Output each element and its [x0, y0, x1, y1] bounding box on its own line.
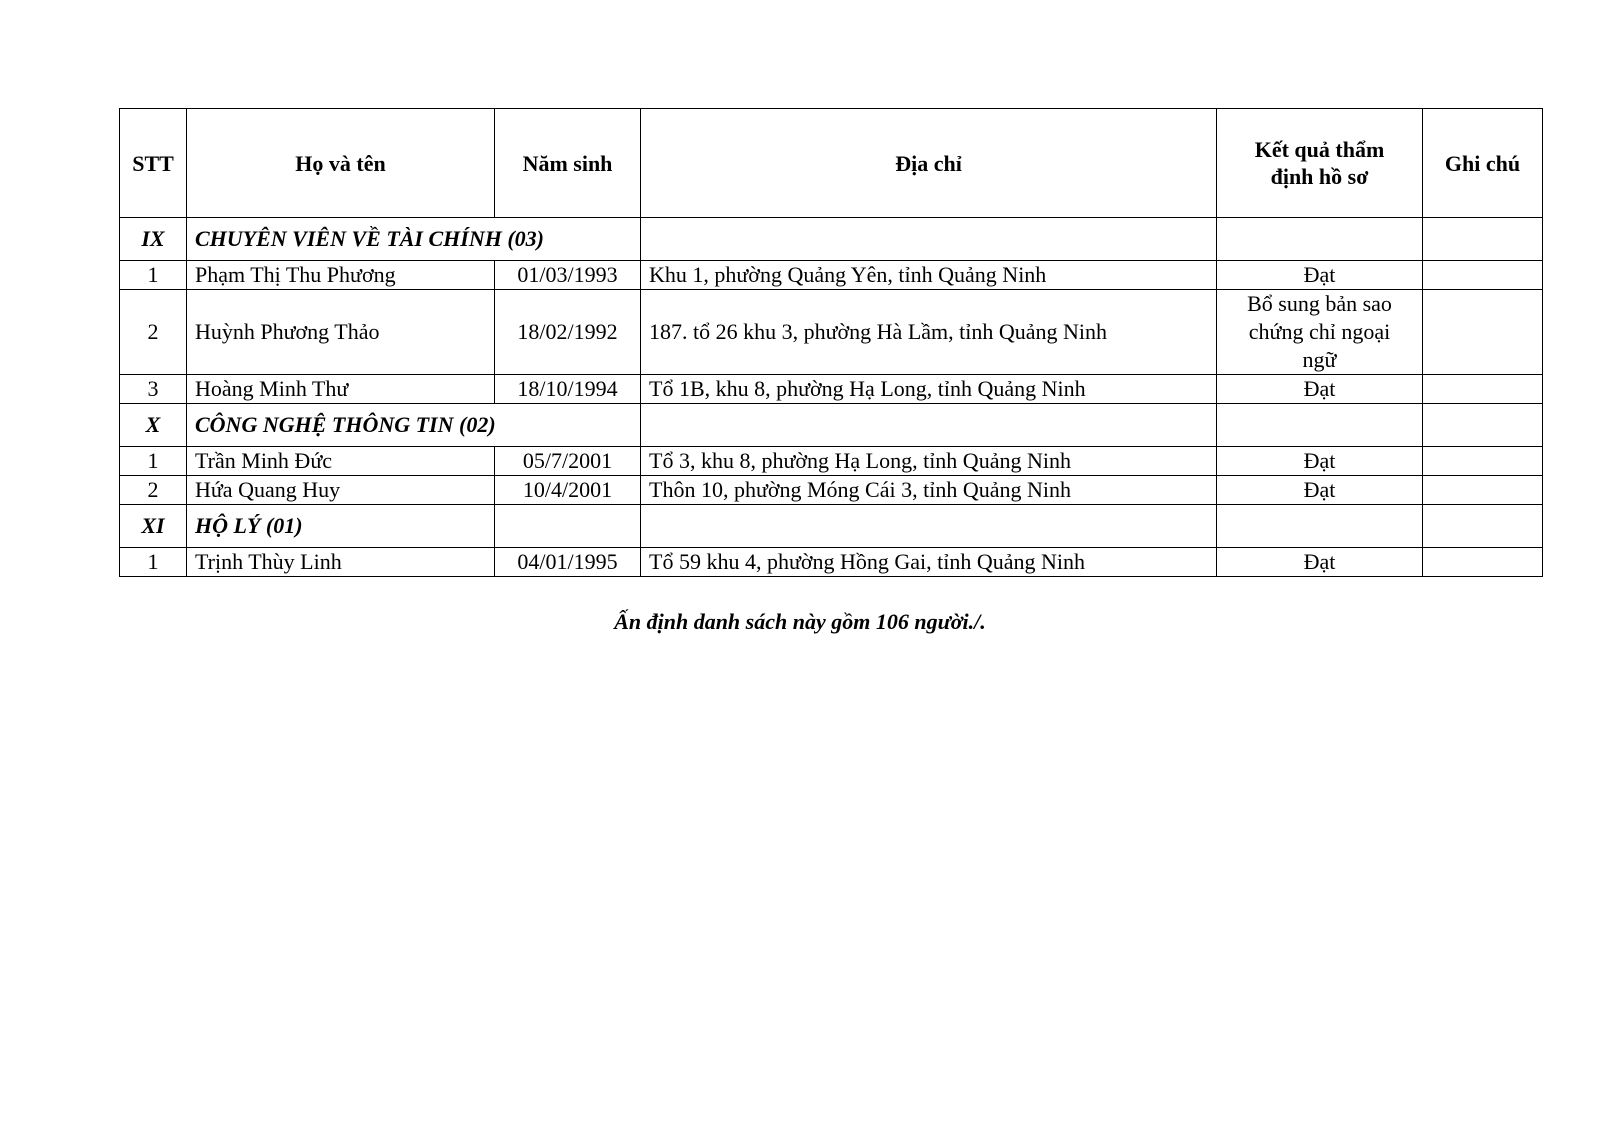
footer-note: Ấn định danh sách này gồm 106 người./. — [614, 609, 986, 634]
section-number: XI — [120, 505, 187, 548]
table-row — [120, 476, 1543, 505]
row-note — [1423, 261, 1543, 290]
row-note — [1423, 476, 1543, 505]
section-empty-cell — [1423, 505, 1543, 548]
row-dob: 18/10/1994 — [495, 375, 641, 404]
section-title: CHUYÊN VIÊN VỀ TÀI CHÍNH (03) — [187, 218, 641, 261]
header-name: Họ và tên — [187, 109, 495, 218]
row-result: Đạt — [1217, 261, 1423, 290]
row-name: Trần Minh Đức — [187, 447, 495, 476]
section-empty-cell — [641, 404, 1217, 447]
row-dob: 05/7/2001 — [495, 447, 641, 476]
section-title: CÔNG NGHỆ THÔNG TIN (02) — [187, 404, 641, 447]
section-empty-cell — [1423, 404, 1543, 447]
table-row — [120, 447, 1543, 476]
table-row — [120, 375, 1543, 404]
row-dob: 04/01/1995 — [495, 548, 641, 577]
row-address: Tổ 1B, khu 8, phường Hạ Long, tỉnh Quảng Ninh — [641, 375, 1217, 404]
row-note — [1423, 447, 1543, 476]
table-body — [120, 218, 1543, 577]
section-row — [120, 404, 1543, 447]
section-empty-cell — [495, 505, 641, 548]
row-name: Hứa Quang Huy — [187, 476, 495, 505]
row-address: Tổ 3, khu 8, phường Hạ Long, tỉnh Quảng Ninh — [641, 447, 1217, 476]
table-row — [120, 290, 1543, 375]
row-address: Thôn 10, phường Móng Cái 3, tỉnh Quảng Ninh — [641, 476, 1217, 505]
row-stt: 2 — [120, 290, 187, 375]
row-result: Đạt — [1217, 548, 1423, 577]
roster-sheet — [119, 108, 1542, 577]
section-row — [120, 505, 1543, 548]
section-empty-cell — [1423, 218, 1543, 261]
row-address: 187. tổ 26 khu 3, phường Hà Lầm, tỉnh Quảng Ninh — [641, 290, 1217, 375]
section-empty-cell — [641, 505, 1217, 548]
row-stt: 1 — [120, 548, 187, 577]
header-note: Ghi chú — [1423, 109, 1543, 218]
section-empty-cell — [1217, 505, 1423, 548]
row-name: Hoàng Minh Thư — [187, 375, 495, 404]
row-name: Trịnh Thùy Linh — [187, 548, 495, 577]
row-result: Đạt — [1217, 447, 1423, 476]
table-header — [120, 109, 1543, 218]
row-dob: 18/02/1992 — [495, 290, 641, 375]
candidate-table — [119, 108, 1543, 577]
row-note — [1423, 290, 1543, 375]
row-result: Đạt — [1217, 476, 1423, 505]
row-dob: 10/4/2001 — [495, 476, 641, 505]
table-row — [120, 548, 1543, 577]
row-stt: 2 — [120, 476, 187, 505]
row-address: Tổ 59 khu 4, phường Hồng Gai, tỉnh Quảng Ninh — [641, 548, 1217, 577]
row-name: Phạm Thị Thu Phương — [187, 261, 495, 290]
row-dob: 01/03/1993 — [495, 261, 641, 290]
row-name: Huỳnh Phương Thảo — [187, 290, 495, 375]
section-number: X — [120, 404, 187, 447]
row-stt: 1 — [120, 261, 187, 290]
section-empty-cell — [641, 218, 1217, 261]
row-stt: 1 — [120, 447, 187, 476]
row-result: Bổ sung bản sao chứng chỉ ngoại ngữ — [1217, 290, 1423, 375]
row-address: Khu 1, phường Quảng Yên, tỉnh Quảng Ninh — [641, 261, 1217, 290]
section-empty-cell — [1217, 218, 1423, 261]
row-note — [1423, 548, 1543, 577]
row-result: Đạt — [1217, 375, 1423, 404]
row-stt: 3 — [120, 375, 187, 404]
header-stt: STT — [120, 109, 187, 218]
header-dob: Năm sinh — [495, 109, 641, 218]
section-number: IX — [120, 218, 187, 261]
section-empty-cell — [1217, 404, 1423, 447]
section-row — [120, 218, 1543, 261]
header-result: Kết quả thẩm định hồ sơ — [1217, 109, 1423, 218]
table-row — [120, 261, 1543, 290]
section-title: HỘ LÝ (01) — [187, 505, 495, 548]
header-address: Địa chỉ — [641, 109, 1217, 218]
row-note — [1423, 375, 1543, 404]
